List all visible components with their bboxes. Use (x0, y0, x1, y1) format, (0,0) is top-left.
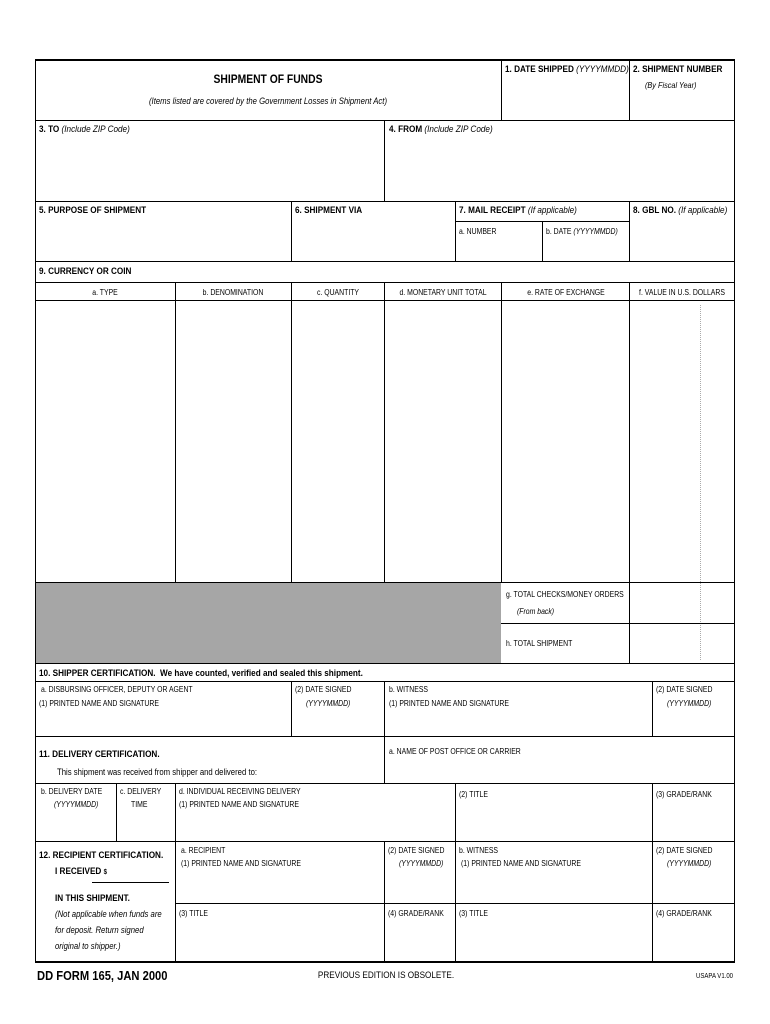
delivery-date-label: b. DELIVERY DATE (41, 787, 103, 796)
recipient-title-field[interactable] (177, 922, 383, 960)
denomination-column-field[interactable] (177, 302, 290, 580)
divider (542, 221, 543, 261)
column-header-monetary-total: d. MONETARY UNIT TOTAL (399, 288, 487, 297)
date-shipped-field[interactable] (503, 90, 627, 118)
form-subtitle: (Items listed are covered by the Government Losses in Shipment Act) (148, 96, 388, 106)
recipient-label: a. RECIPIENT (181, 846, 226, 855)
mail-date-field[interactable] (544, 238, 627, 259)
delivery-grade-field[interactable] (654, 802, 733, 839)
total-checks-field[interactable] (631, 585, 733, 621)
mail-date-label: b. DATE (YYYYMMDD) (546, 227, 618, 236)
delivery-title-field[interactable] (457, 802, 651, 839)
to-address-field[interactable] (37, 137, 382, 199)
recipient-witness-grade-field[interactable] (654, 922, 733, 960)
recipient-section-label: 12. RECIPIENT CERTIFICATION. (39, 850, 164, 861)
recipient-witness-date-field[interactable] (654, 872, 733, 901)
witness-signature-field[interactable] (386, 710, 650, 734)
divider (35, 736, 735, 737)
shipment-number-note: (By Fiscal Year) (645, 80, 697, 90)
recipient-note-line-3: original to shipper.) (55, 941, 121, 951)
recipient-witness-grade-label: (4) GRADE/RANK (656, 909, 712, 918)
mail-number-field[interactable] (457, 238, 540, 259)
witness-date-format: (YYYYMMDD) (667, 699, 712, 708)
value-column-field[interactable] (631, 302, 733, 580)
shipper-date-format: (YYYYMMDD) (306, 699, 351, 708)
divider (652, 681, 653, 736)
recipient-date-format: (YYYYMMDD) (399, 859, 444, 868)
total-checks-note: (From back) (517, 607, 555, 616)
currency-section-label: 9. CURRENCY OR COIN (39, 266, 132, 277)
amount-underline (92, 882, 169, 883)
total-checks-label: g. TOTAL CHECKS/MONEY ORDERS (506, 590, 624, 599)
delivery-time-label: c. DELIVERY (120, 787, 162, 796)
divider (175, 282, 176, 582)
recipient-witness-date-label: (2) DATE SIGNED (656, 846, 713, 855)
witness-date-signed-field[interactable] (654, 710, 733, 734)
divider (116, 783, 117, 841)
delivery-section-label: 11. DELIVERY CERTIFICATION. (39, 749, 160, 760)
recipient-note-line-2: for deposit. Return signed (55, 925, 144, 935)
shipper-date-signed-label: (2) DATE SIGNED (295, 685, 352, 694)
rate-column-field[interactable] (503, 302, 628, 580)
divider (35, 841, 735, 842)
divider (35, 681, 735, 682)
recipient-grade-field[interactable] (386, 922, 454, 960)
divider (652, 841, 653, 962)
column-header-quantity: c. QUANTITY (316, 288, 360, 297)
quantity-column-field[interactable] (293, 302, 383, 580)
shipment-number-label: 2. SHIPMENT NUMBER (633, 64, 723, 75)
divider (384, 841, 385, 962)
divider (35, 201, 735, 202)
in-shipment-label: IN THIS SHIPMENT. (55, 893, 130, 904)
divider (629, 201, 630, 261)
divider (35, 300, 735, 301)
divider (291, 282, 292, 582)
mail-receipt-label: 7. MAIL RECEIPT (If applicable) (459, 205, 577, 216)
via-label: 6. SHIPMENT VIA (295, 205, 363, 216)
date-shipped-label: 1. DATE SHIPPED (YYYYMMDD) (505, 64, 629, 75)
purpose-label: 5. PURPOSE OF SHIPMENT (39, 205, 147, 216)
delivery-time-label-2: TIME (131, 800, 148, 809)
via-field[interactable] (293, 217, 453, 259)
type-column-field[interactable] (37, 302, 174, 580)
total-shipment-label: h. TOTAL SHIPMENT (506, 639, 573, 648)
officer-label: a. DISBURSING OFFICER, DEPUTY OR AGENT (41, 685, 193, 694)
divider (629, 282, 630, 663)
column-header-rate: e. RATE OF EXCHANGE (527, 288, 605, 297)
delivery-section-text: This shipment was received from shipper and delivered to: (57, 767, 258, 777)
column-header-value: f. VALUE IN U.S. DOLLARS (639, 288, 725, 297)
individual-sub-label: (1) PRINTED NAME AND SIGNATURE (179, 800, 299, 809)
post-office-field[interactable] (386, 758, 733, 781)
delivery-time-field[interactable] (118, 812, 174, 839)
divider (501, 60, 502, 120)
divider (384, 120, 385, 201)
divider (501, 282, 502, 582)
shipper-section-label: 10. SHIPPER CERTIFICATION. We have counted, verified and sealed this shipment. (39, 668, 363, 679)
gbl-label: 8. GBL NO. (If applicable) (633, 205, 728, 216)
from-address-field[interactable] (387, 137, 733, 199)
divider (175, 903, 735, 904)
post-office-label: a. NAME OF POST OFFICE OR CARRIER (389, 747, 521, 756)
received-amount-field[interactable] (92, 864, 169, 881)
divider (384, 736, 385, 783)
gbl-field[interactable] (631, 217, 733, 259)
recipient-witness-label: b. WITNESS (459, 846, 498, 855)
purpose-field[interactable] (37, 217, 289, 259)
delivery-date-format: (YYYYMMDD) (54, 800, 99, 809)
from-label: 4. FROM (Include ZIP Code) (389, 124, 493, 135)
divider (455, 783, 456, 841)
witness-sub-label: (1) PRINTED NAME AND SIGNATURE (389, 699, 509, 708)
divider (384, 681, 385, 736)
to-label: 3. TO (Include ZIP Code) (39, 124, 130, 135)
column-header-denomination: b. DENOMINATION (202, 288, 264, 297)
divider (291, 201, 292, 261)
recipient-witness-signature-field[interactable] (457, 872, 651, 901)
column-header-type: a. TYPE (92, 288, 118, 297)
divider (35, 282, 735, 283)
delivery-title-label: (2) TITLE (459, 790, 488, 799)
divider (455, 201, 456, 261)
divider (501, 623, 735, 624)
mail-number-label: a. NUMBER (459, 227, 497, 236)
officer-sub-label: (1) PRINTED NAME AND SIGNATURE (39, 699, 159, 708)
divider (291, 681, 292, 736)
delivery-grade-label: (3) GRADE/RANK (656, 790, 712, 799)
divider (629, 60, 630, 120)
divider (384, 282, 385, 582)
shipment-number-field[interactable] (631, 92, 733, 118)
recipient-title-label: (3) TITLE (179, 909, 208, 918)
recipient-sub-label: (1) PRINTED NAME AND SIGNATURE (181, 859, 301, 868)
recipient-witness-title-field[interactable] (457, 922, 651, 960)
recipient-note-line-1: (Not applicable when funds are (55, 909, 162, 919)
divider (175, 841, 176, 962)
form-title: SHIPMENT OF FUNDS (213, 72, 323, 86)
recipient-witness-date-format: (YYYYMMDD) (667, 859, 712, 868)
individual-label: d. INDIVIDUAL RECEIVING DELIVERY (179, 787, 301, 796)
obsolete-note: PREVIOUS EDITION IS OBSOLETE. (317, 970, 455, 981)
recipient-date-signed-label: (2) DATE SIGNED (388, 846, 445, 855)
recipient-date-signed-field[interactable] (386, 872, 454, 901)
witness-date-signed-label: (2) DATE SIGNED (656, 685, 713, 694)
monetary-total-column-field[interactable] (386, 302, 500, 580)
recipient-witness-sub-label: (1) PRINTED NAME AND SIGNATURE (461, 859, 581, 868)
divider (652, 783, 653, 841)
shaded-area (36, 583, 501, 663)
form-id: DD FORM 165, JAN 2000 (37, 968, 168, 983)
witness-label: b. WITNESS (389, 685, 428, 694)
divider (175, 783, 176, 841)
divider (35, 120, 735, 121)
divider (455, 841, 456, 962)
recipient-witness-title-label: (3) TITLE (459, 909, 488, 918)
shipper-date-signed-field[interactable] (293, 710, 383, 734)
delivery-date-field[interactable] (37, 812, 115, 839)
recipient-grade-label: (4) GRADE/RANK (388, 909, 444, 918)
recipient-signature-field[interactable] (177, 872, 383, 901)
version-label: USAPA V1.00 (696, 973, 734, 980)
individual-signature-field[interactable] (177, 812, 454, 839)
divider (35, 261, 735, 262)
received-label: I RECEIVED $ (55, 866, 107, 877)
officer-signature-field[interactable] (37, 710, 289, 734)
total-shipment-field[interactable] (631, 625, 733, 661)
divider (35, 663, 735, 664)
divider (35, 783, 735, 784)
